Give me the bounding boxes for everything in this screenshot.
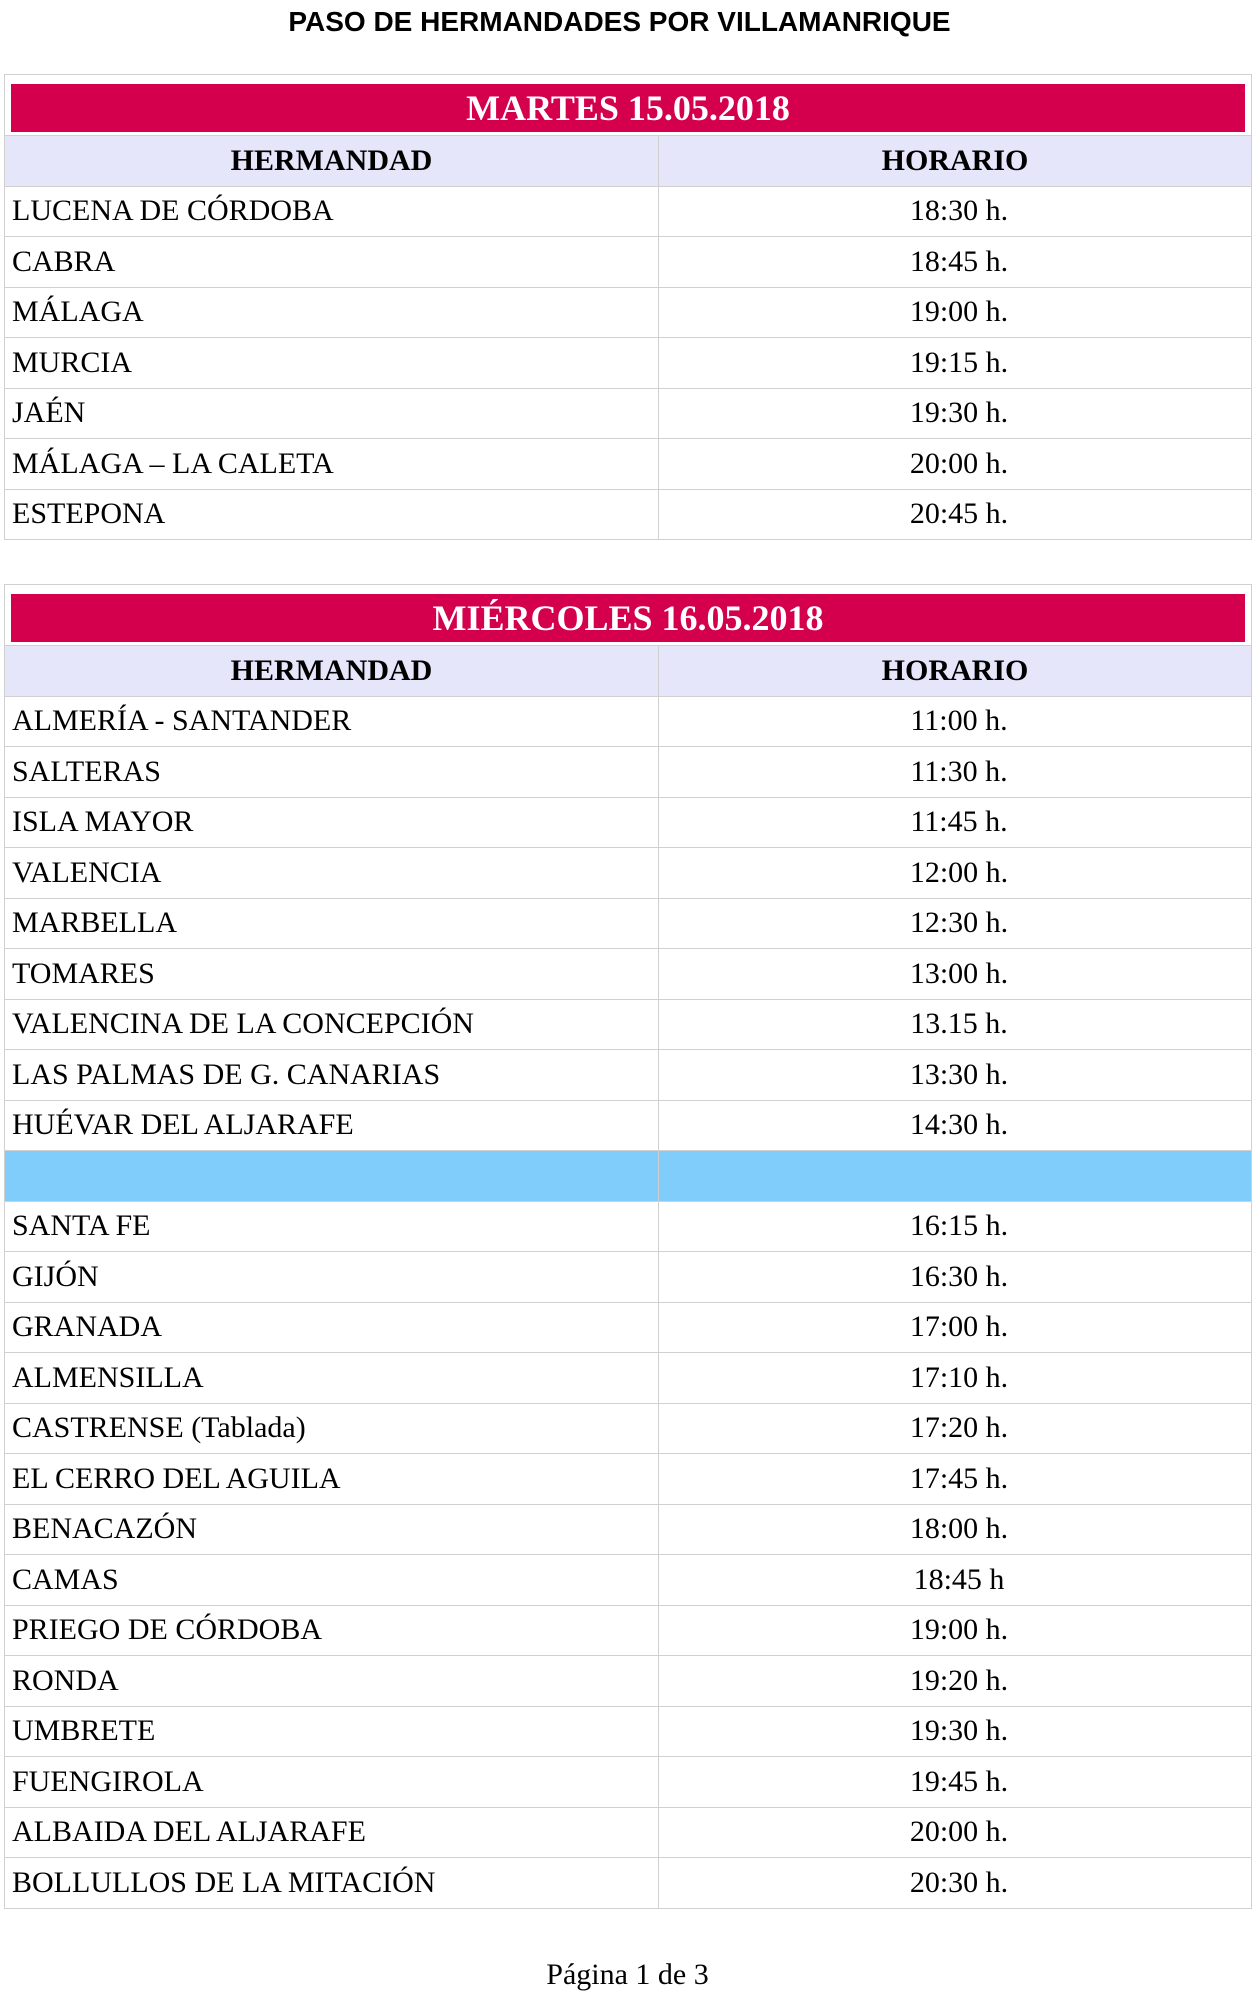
hermandad-cell: PRIEGO DE CÓRDOBA xyxy=(5,1605,659,1656)
hermandad-cell: LAS PALMAS DE G. CANARIAS xyxy=(5,1050,659,1101)
horario-cell: 13.15 h. xyxy=(659,999,1252,1050)
table-row xyxy=(5,1706,1252,1757)
table-row xyxy=(5,1757,1252,1808)
hermandad-cell: UMBRETE xyxy=(5,1706,659,1757)
horario-cell: 12:30 h. xyxy=(659,898,1252,949)
hermandad-cell: EL CERRO DEL AGUILA xyxy=(5,1454,659,1505)
table-row xyxy=(5,1201,1252,1252)
table-row xyxy=(5,1353,1252,1404)
hermandad-cell: ALMENSILLA xyxy=(5,1353,659,1404)
day-title: MIÉRCOLES 16.05.2018 xyxy=(11,594,1245,642)
separator-row xyxy=(5,1151,1252,1202)
horario-cell: 18:45 h. xyxy=(659,237,1252,288)
hermandad-cell: HUÉVAR DEL ALJARAFE xyxy=(5,1100,659,1151)
column-header-horario: HORARIO xyxy=(659,136,1252,187)
table-row xyxy=(5,999,1252,1050)
column-header-horario: HORARIO xyxy=(659,646,1252,697)
hermandad-cell: ALMERÍA - SANTANDER xyxy=(5,696,659,747)
table-row xyxy=(5,696,1252,747)
table-row xyxy=(5,848,1252,899)
horario-cell: 18:00 h. xyxy=(659,1504,1252,1555)
table-row xyxy=(5,898,1252,949)
horario-cell: 18:30 h. xyxy=(659,186,1252,237)
table-row xyxy=(5,747,1252,798)
table-row xyxy=(5,797,1252,848)
horario-cell: 19:45 h. xyxy=(659,1757,1252,1808)
hermandad-cell: GRANADA xyxy=(5,1302,659,1353)
horario-cell: 18:45 h xyxy=(659,1555,1252,1606)
table-row xyxy=(5,338,1252,389)
column-header-row xyxy=(5,136,1252,187)
hermandad-cell: MÁLAGA xyxy=(5,287,659,338)
horario-cell: 13:00 h. xyxy=(659,949,1252,1000)
hermandad-cell: BOLLULLOS DE LA MITACIÓN xyxy=(5,1858,659,1909)
hermandad-cell xyxy=(5,1151,659,1202)
horario-cell: 17:20 h. xyxy=(659,1403,1252,1454)
hermandad-cell: MÁLAGA – LA CALETA xyxy=(5,439,659,490)
table-row xyxy=(5,1605,1252,1656)
hermandad-cell: JAÉN xyxy=(5,388,659,439)
table-row xyxy=(5,1302,1252,1353)
table-row xyxy=(5,186,1252,237)
horario-cell: 11:30 h. xyxy=(659,747,1252,798)
horario-cell: 12:00 h. xyxy=(659,848,1252,899)
hermandad-cell: CABRA xyxy=(5,237,659,288)
horario-cell: 20:00 h. xyxy=(659,439,1252,490)
table-row xyxy=(5,287,1252,338)
hermandad-cell: VALENCINA DE LA CONCEPCIÓN xyxy=(5,999,659,1050)
horario-cell xyxy=(659,1151,1252,1202)
horario-cell: 19:20 h. xyxy=(659,1656,1252,1707)
hermandad-cell: CAMAS xyxy=(5,1555,659,1606)
table-row xyxy=(5,1504,1252,1555)
table-row xyxy=(5,1555,1252,1606)
table-row xyxy=(5,489,1252,540)
hermandad-cell: ALBAIDA DEL ALJARAFE xyxy=(5,1807,659,1858)
hermandad-cell: VALENCIA xyxy=(5,848,659,899)
hermandad-cell: SALTERAS xyxy=(5,747,659,798)
column-header-hermandad: HERMANDAD xyxy=(5,136,659,187)
horario-cell: 19:30 h. xyxy=(659,388,1252,439)
hermandad-cell: TOMARES xyxy=(5,949,659,1000)
horario-cell: 17:00 h. xyxy=(659,1302,1252,1353)
column-header-hermandad: HERMANDAD xyxy=(5,646,659,697)
horario-cell: 19:15 h. xyxy=(659,338,1252,389)
table-row xyxy=(5,1252,1252,1303)
table-row xyxy=(5,1403,1252,1454)
table-row xyxy=(5,237,1252,288)
day-header-row xyxy=(5,75,1252,136)
schedule-table-miercoles xyxy=(4,584,1252,1909)
page-title: PASO DE HERMANDADES POR VILLAMANRIQUE xyxy=(288,6,951,37)
horario-cell: 20:00 h. xyxy=(659,1807,1252,1858)
horario-cell: 16:15 h. xyxy=(659,1201,1252,1252)
hermandad-cell: BENACAZÓN xyxy=(5,1504,659,1555)
table-row xyxy=(5,1100,1252,1151)
horario-cell: 20:45 h. xyxy=(659,489,1252,540)
horario-cell: 19:30 h. xyxy=(659,1706,1252,1757)
hermandad-cell: MURCIA xyxy=(5,338,659,389)
hermandad-cell: RONDA xyxy=(5,1656,659,1707)
table-row xyxy=(5,1858,1252,1909)
hermandad-cell: LUCENA DE CÓRDOBA xyxy=(5,186,659,237)
table-row xyxy=(5,439,1252,490)
hermandad-cell: MARBELLA xyxy=(5,898,659,949)
horario-cell: 17:10 h. xyxy=(659,1353,1252,1404)
table-row xyxy=(5,1656,1252,1707)
column-header-row xyxy=(5,646,1252,697)
horario-cell: 20:30 h. xyxy=(659,1858,1252,1909)
day-header-row xyxy=(5,585,1252,646)
table-row xyxy=(5,1807,1252,1858)
schedule-table-martes xyxy=(4,74,1252,540)
hermandad-cell: FUENGIROLA xyxy=(5,1757,659,1808)
table-row xyxy=(5,949,1252,1000)
hermandad-cell: CASTRENSE (Tablada) xyxy=(5,1403,659,1454)
horario-cell: 11:45 h. xyxy=(659,797,1252,848)
horario-cell: 19:00 h. xyxy=(659,1605,1252,1656)
table-row xyxy=(5,1454,1252,1505)
horario-cell: 17:45 h. xyxy=(659,1454,1252,1505)
hermandad-cell: ESTEPONA xyxy=(5,489,659,540)
table-row xyxy=(5,1050,1252,1101)
day-title: MARTES 15.05.2018 xyxy=(11,84,1245,132)
hermandad-cell: SANTA FE xyxy=(5,1201,659,1252)
horario-cell: 11:00 h. xyxy=(659,696,1252,747)
table-row xyxy=(5,388,1252,439)
horario-cell: 16:30 h. xyxy=(659,1252,1252,1303)
hermandad-cell: GIJÓN xyxy=(5,1252,659,1303)
horario-cell: 14:30 h. xyxy=(659,1100,1252,1151)
horario-cell: 13:30 h. xyxy=(659,1050,1252,1101)
page-footer: Página 1 de 3 xyxy=(546,1958,709,1991)
hermandad-cell: ISLA MAYOR xyxy=(5,797,659,848)
horario-cell: 19:00 h. xyxy=(659,287,1252,338)
